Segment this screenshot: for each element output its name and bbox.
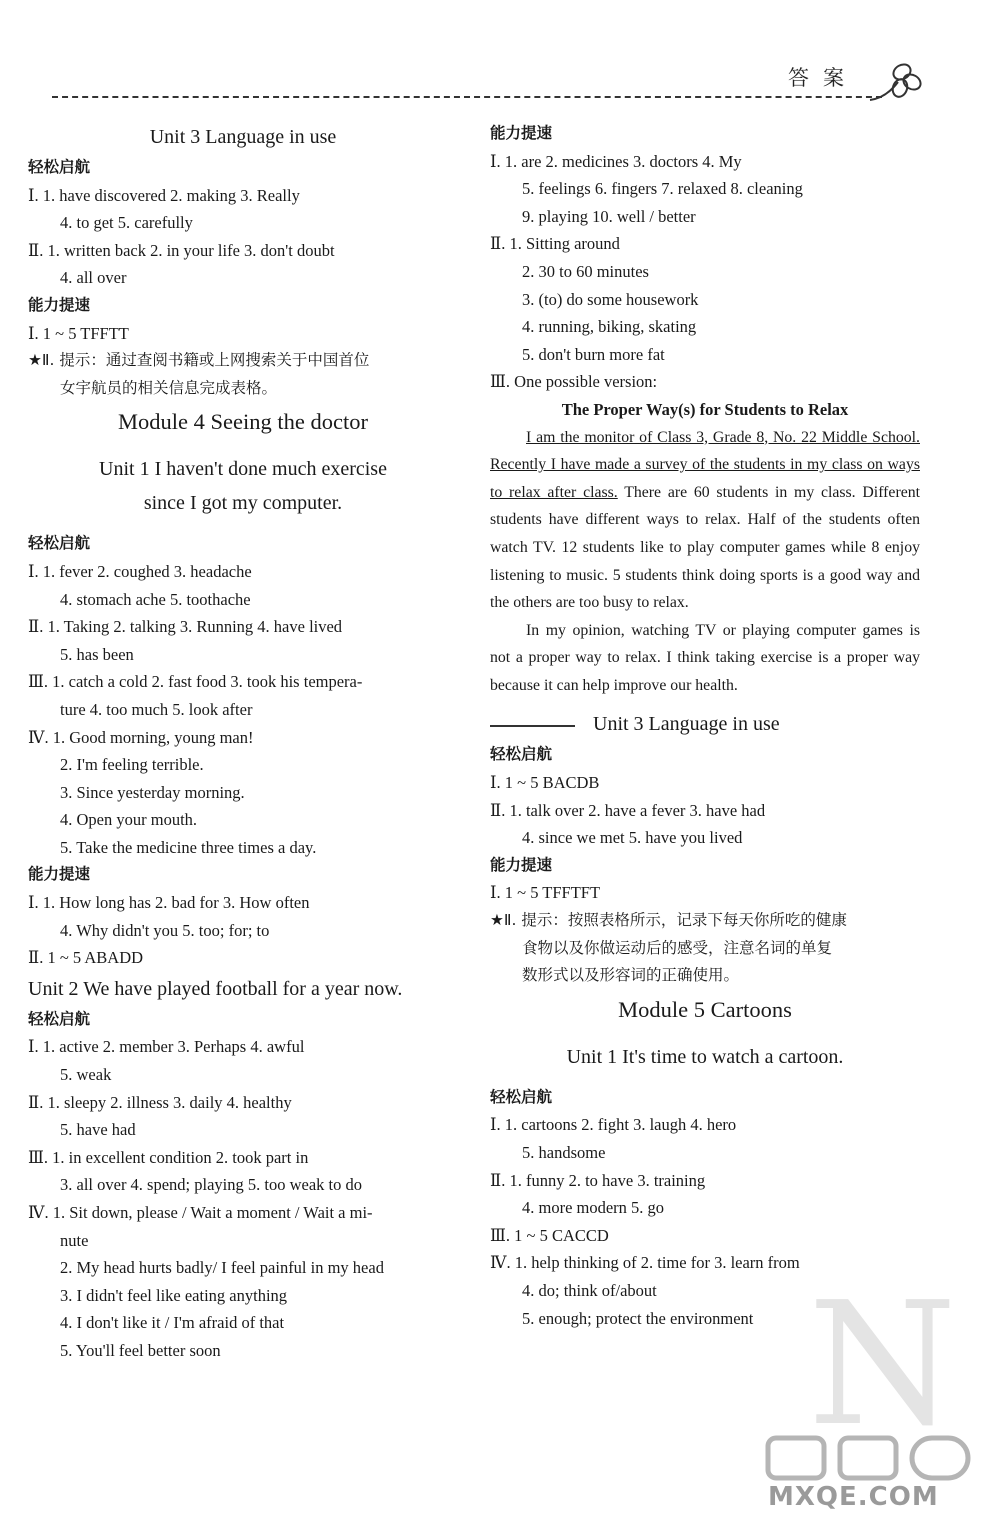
right-unit-title bbox=[490, 707, 920, 741]
left-spacer bbox=[28, 442, 458, 452]
right-line: Ⅰ. 1. are 2. medicines 3. doctors 4. My bbox=[490, 151, 742, 171]
left-line: 4. Why didn't you 5. too; for; to bbox=[60, 920, 270, 940]
left-unit-title: Unit 1 I haven't done much exercise bbox=[99, 458, 387, 481]
right-line: 5. handsome bbox=[522, 1143, 606, 1162]
right-line: 食物以及你做运动后的感受，注意名词的单复 bbox=[522, 938, 833, 957]
right-line: 5. don't burn more fat bbox=[522, 344, 665, 364]
left-line: Ⅳ. 1. Sit down, please / Wait a moment / Wait a mi- bbox=[28, 1203, 373, 1222]
left-line: 女宇航员的相关信息完成表格。 bbox=[60, 378, 278, 397]
essay-underlined-text: I am the monitor of Class 3, Grade 8, No. 22 Middle School. Recently I have made a survey of the students in my class on ways to relax after class. bbox=[490, 428, 920, 501]
left-line: Ⅳ. 1. Good morning, young man! bbox=[28, 727, 254, 747]
right-line: Ⅱ. 1. Sitting around bbox=[490, 234, 620, 254]
right-line: 4. more modern 5. go bbox=[522, 1198, 665, 1218]
essay-paragraph-2: In my opinion, watching TV or playing computer games is not a proper way to relax. I think taking exercise is a proper way because it can help improve our health. bbox=[490, 621, 920, 694]
left-line: 3. I didn't feel like eating anything bbox=[60, 1285, 288, 1305]
left-module-title: Module 4 Seeing the doctor bbox=[118, 409, 368, 435]
right-line: 9. playing 10. well / better bbox=[522, 206, 696, 226]
left-column bbox=[28, 120, 458, 1365]
left-spacer bbox=[28, 520, 458, 530]
left-line: 5. You'll feel better soon bbox=[60, 1340, 221, 1360]
right-line: Ⅱ. 1. talk over 2. have a fever 3. have had bbox=[490, 800, 766, 820]
right-line: Ⅲ. 1 ~ 5 CACCD bbox=[490, 1225, 609, 1245]
right-top-section bbox=[490, 120, 920, 396]
left-section-heading: 轻松启航 bbox=[28, 534, 91, 553]
watermark-text: MXQE.COM bbox=[768, 1482, 939, 1512]
decorative-letter: N bbox=[808, 1266, 957, 1464]
left-line: ture 4. too much 5. look after bbox=[60, 699, 253, 719]
left-line: 5. Take the medicine three times a day. bbox=[60, 837, 317, 857]
left-line: Ⅱ. 1. sleepy 2. illness 3. daily 4. healthy bbox=[28, 1092, 292, 1112]
right-section-heading: 能力提速 bbox=[490, 124, 553, 142]
left-line: 3. all over 4. spend; playing 5. too weak to do bbox=[60, 1175, 362, 1195]
right-line: 4. since we met 5. have you lived bbox=[522, 828, 743, 848]
left-line: 2. My head hurts badly/ I feel painful in my head bbox=[60, 1258, 384, 1278]
right-spacer bbox=[490, 1074, 920, 1084]
right-line: 3. (to) do some housework bbox=[522, 289, 699, 309]
left-line: 4. Open your mouth. bbox=[60, 810, 198, 830]
right-line: Ⅰ. 1. cartoons 2. fight 3. laugh 4. hero bbox=[490, 1115, 737, 1135]
left-line: 4. all over bbox=[60, 268, 127, 288]
left-section-heading: 轻松启航 bbox=[28, 1009, 91, 1028]
left-section-heading: 能力提速 bbox=[28, 865, 91, 884]
left-section-heading: 能力提速 bbox=[28, 295, 91, 314]
left-line: 4. to get 5. carefully bbox=[60, 213, 193, 233]
essay-paragraph-1 bbox=[490, 424, 920, 617]
left-line: Ⅰ. 1. active 2. member 3. Perhaps 4. awful bbox=[28, 1037, 305, 1057]
right-line: Ⅱ. 1. funny 2. to have 3. training bbox=[490, 1170, 706, 1190]
header-title: 答案 bbox=[788, 66, 858, 90]
essay bbox=[490, 396, 920, 700]
left-line: 4. I don't like it / I'm afraid of that bbox=[60, 1313, 285, 1333]
left-line: Ⅲ. 1. catch a cold 2. fast food 3. took his tempera- bbox=[28, 672, 363, 692]
left-line: 5. have had bbox=[60, 1120, 136, 1140]
unit-divider-rule bbox=[490, 725, 575, 727]
right-line: Ⅰ. 1 ~ 5 TFFTFT bbox=[490, 883, 601, 903]
left-line: 4. stomach ache 5. toothache bbox=[60, 589, 251, 609]
left-unit-title: Unit 2 We have played football for a year now. bbox=[28, 977, 403, 1000]
right-line: 2. 30 to 60 minutes bbox=[522, 261, 649, 281]
right-section-heading: 能力提速 bbox=[490, 855, 553, 874]
essay-title: The Proper Way(s) for Students to Relax bbox=[561, 399, 849, 419]
essay-paragraph-1-rest: There are 60 students in my class. Different students have different ways to relax. Half of the students often watch TV. 12 students like to play computer games while 8 enjoy listening to music. 5 students think doing sports is a good way and the others are too busy to relax. bbox=[490, 483, 921, 612]
right-spacer bbox=[490, 1030, 920, 1040]
left-line: 5. weak bbox=[60, 1065, 112, 1085]
unit-title-text: Unit 3 Language in use bbox=[593, 713, 780, 736]
left-line: Ⅱ. 1 ~ 5 ABADD bbox=[28, 948, 144, 968]
left-unit-title: since I got my computer. bbox=[143, 492, 343, 515]
right-line: Ⅳ. 1. help thinking of 2. time for 3. learn from bbox=[490, 1253, 800, 1273]
right-section-heading: 轻松启航 bbox=[490, 745, 553, 764]
left-line: 2. I'm feeling terrible. bbox=[60, 755, 204, 775]
right-bottom-section bbox=[490, 707, 920, 1332]
right-line: Ⅲ. One possible version: bbox=[490, 372, 658, 392]
left-line: Ⅰ. 1. How long has 2. bad for 3. How often bbox=[28, 893, 310, 913]
left-section-heading: 轻松启航 bbox=[28, 158, 91, 176]
left-line: Ⅲ. 1. in excellent condition 2. took part in bbox=[28, 1147, 309, 1167]
left-line: 5. has been bbox=[60, 644, 134, 664]
left-line: Ⅰ. 1. have discovered 2. making 3. Really bbox=[28, 185, 300, 205]
right-section-heading: 轻松启航 bbox=[490, 1087, 553, 1106]
right-line: ★Ⅱ. 提示：按照表格所示，记录下每天你所吃的健康 bbox=[490, 911, 847, 930]
right-line: 4. do; think of/about bbox=[522, 1280, 657, 1300]
left-line: Ⅱ. 1. written back 2. in your life 3. don't doubt bbox=[28, 240, 335, 260]
header-dashed-rule bbox=[52, 96, 882, 98]
left-unit-title: Unit 3 Language in use bbox=[149, 126, 337, 148]
left-line: ★Ⅱ. 提示：通过查阅书籍或上网搜索关于中国首位 bbox=[28, 351, 370, 370]
left-line: 3. Since yesterday morning. bbox=[60, 782, 245, 802]
right-line: Ⅰ. 1 ~ 5 BACDB bbox=[490, 773, 600, 793]
right-module-title: Module 5 Cartoons bbox=[618, 996, 792, 1022]
left-line: Ⅰ. 1. fever 2. coughed 3. headache bbox=[28, 561, 252, 581]
left-line: Ⅱ. 1. Taking 2. talking 3. Running 4. have lived bbox=[28, 617, 343, 637]
right-unit-title: Unit 1 It's time to watch a cartoon. bbox=[566, 1045, 844, 1068]
left-line: nute bbox=[60, 1230, 89, 1250]
right-line: 5. enough; protect the environment bbox=[522, 1308, 754, 1328]
right-line: 数形式以及形容词的正确使用。 bbox=[522, 966, 740, 985]
left-line: Ⅰ. 1 ~ 5 TFFTT bbox=[28, 323, 129, 343]
essay-body bbox=[490, 424, 920, 700]
right-line: 4. running, biking, skating bbox=[522, 317, 697, 337]
right-line: 5. feelings 6. fingers 7. relaxed 8. cleaning bbox=[522, 179, 803, 199]
right-column bbox=[490, 120, 920, 1332]
